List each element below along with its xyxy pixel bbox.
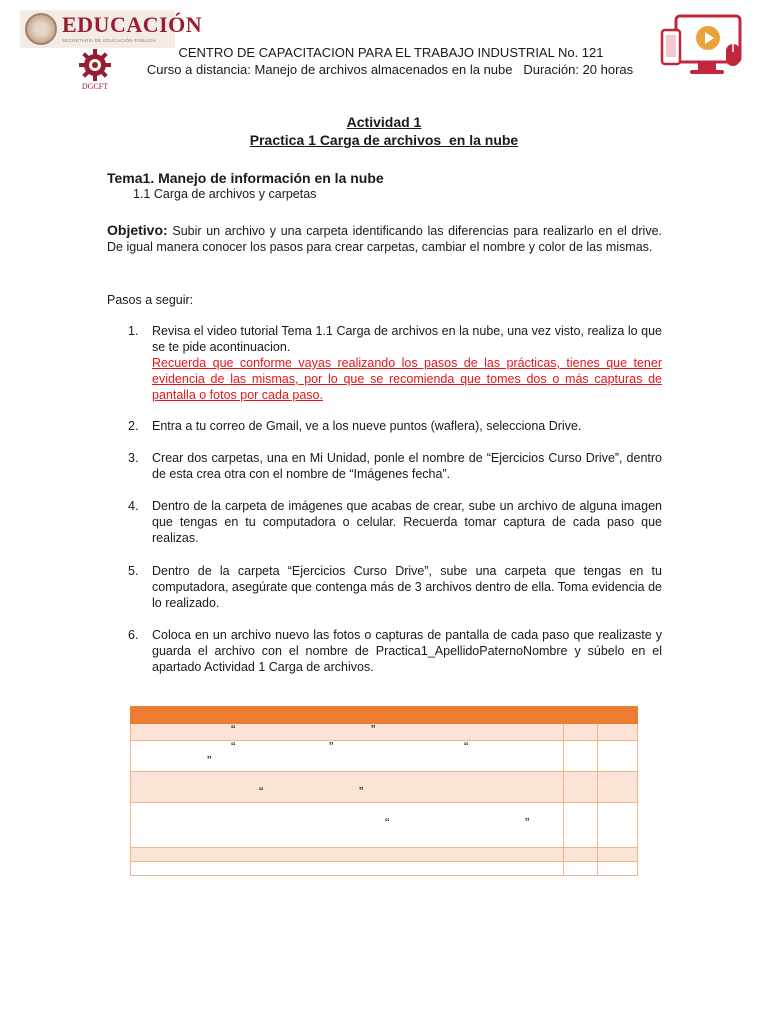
quote-mark: ” (359, 784, 364, 799)
list-item (128, 323, 662, 403)
table-cell (598, 862, 638, 876)
step-number: 5. (128, 564, 139, 578)
step-text: Dentro de la carpeta de imágenes que acabas de crear, sube un archivo de alguna imagen que tengas en tu computadora o celular. Recuerda tomar captura de cada paso que realizas. (152, 499, 662, 545)
table-cell (131, 803, 564, 848)
table-row (131, 741, 638, 772)
step-text: Entra a tu correo de Gmail, ve a los nueve puntos (waflera), selecciona Drive. (152, 419, 582, 433)
table-row (131, 772, 638, 803)
table-cell (564, 862, 598, 876)
evaluation-table (130, 706, 638, 876)
step-number: 4. (128, 499, 139, 513)
quote-mark: “ (385, 815, 390, 830)
list-item (128, 563, 662, 613)
dgcft-label: DGCFT (81, 82, 109, 91)
table-cell (598, 741, 638, 772)
quote-mark: “ (259, 784, 264, 799)
quote-mark: ” (525, 815, 530, 830)
step-number: 1. (128, 324, 139, 338)
objective-label: Objetivo: (107, 222, 168, 238)
step-number: 6. (128, 628, 139, 642)
table-cell (598, 724, 638, 741)
list-item (128, 450, 662, 484)
logo-subtitle: SECRETARÍA DE EDUCACIÓN PÚBLICA (62, 38, 156, 43)
table-cell (131, 772, 564, 803)
objective-text: Subir un archivo y una carpeta identificando las diferencias para realizarlo en el drive. De igual manera conocer los pasos para crear carpetas, cambiar el nombre y color de las mismas. (107, 224, 662, 254)
table-cell (564, 803, 598, 848)
step-number: 3. (128, 451, 139, 465)
list-item (128, 627, 662, 693)
quote-mark: “ (231, 722, 236, 737)
table-header-row (131, 707, 638, 724)
gear-icon (78, 48, 112, 82)
practice-title: Practica 1 Carga de archivos en la nube (249, 132, 519, 148)
quote-mark: ” (207, 753, 212, 768)
course-line: Curso a distancia: Manejo de archivos almacenados en la nube Duración: 20 horas (146, 62, 634, 77)
mexico-seal-icon (25, 13, 57, 45)
table-cell (131, 724, 564, 741)
step-text: Coloca en un archivo nuevo las fotos o capturas de pantalla de cada paso que realizaste y guarda el archivo con el nombre de Practica1_ApellidoPaternoNombre y súbelo en el apartado Actividad 1 Carga de archivos. (152, 628, 662, 674)
table-header-cell (564, 707, 598, 724)
table-header-cell (131, 707, 564, 724)
table-cell (598, 803, 638, 848)
step-text: Dentro de la carpeta “Ejercicios Curso Drive”, sube una carpeta que tengas en tu computadora, asegúrate que contenga más de 3 archivos dentro de ella. Toma evidencia de lo realizado. (152, 564, 662, 610)
step-text (152, 323, 662, 403)
table-cell (564, 772, 598, 803)
list-item (128, 498, 662, 548)
quote-mark: ” (371, 722, 376, 737)
table-row (131, 862, 638, 876)
institution-name: CENTRO DE CAPACITACION PARA EL TRABAJO INDUSTRIAL No. 121 (178, 45, 604, 60)
table-cell (131, 862, 564, 876)
activity-title: Actividad 1 (346, 114, 422, 130)
step-number: 2. (128, 419, 139, 433)
table-row (131, 724, 638, 741)
table-row (131, 803, 638, 848)
table-cell (598, 848, 638, 862)
table-cell (564, 724, 598, 741)
quote-mark: “ (464, 739, 469, 754)
table-cell (564, 741, 598, 772)
logo-text: EDUCACIÓN (62, 12, 203, 37)
table-cell (131, 848, 564, 862)
table-cell (131, 741, 564, 772)
quote-mark: ” (329, 739, 334, 754)
quote-mark: “ (231, 739, 236, 754)
list-item (128, 418, 662, 436)
step-note: Recuerda que conforme vayas realizando los pasos de las prácticas, tienes que tener evidencia de las mismas, por lo que se recomienda que tomes dos o más capturas de pantalla o fotos por cada paso. (152, 356, 662, 402)
table-row (131, 848, 638, 862)
tema-title: Tema1. Manejo de información en la nube (107, 170, 384, 186)
step-text-main: Revisa el video tutorial Tema 1.1 Carga de archivos en la nube, una vez visto, realiza lo que se te pide acontinuacion. (152, 324, 662, 354)
educacion-logo (20, 10, 203, 48)
tema-subtitle: 1.1 Carga de archivos y carpetas (133, 187, 317, 201)
objective-paragraph (107, 222, 662, 255)
step-text: Crear dos carpetas, una en Mi Unidad, ponle el nombre de “Ejercicios Curso Drive”, dentro de esta crea otra con el nombre de “Imágenes fecha”. (152, 451, 662, 481)
table-cell (564, 848, 598, 862)
online-learning-monitor-icon (660, 14, 746, 84)
table-cell (598, 772, 638, 803)
steps-intro: Pasos a seguir: (107, 293, 194, 307)
table-header-cell (598, 707, 638, 724)
